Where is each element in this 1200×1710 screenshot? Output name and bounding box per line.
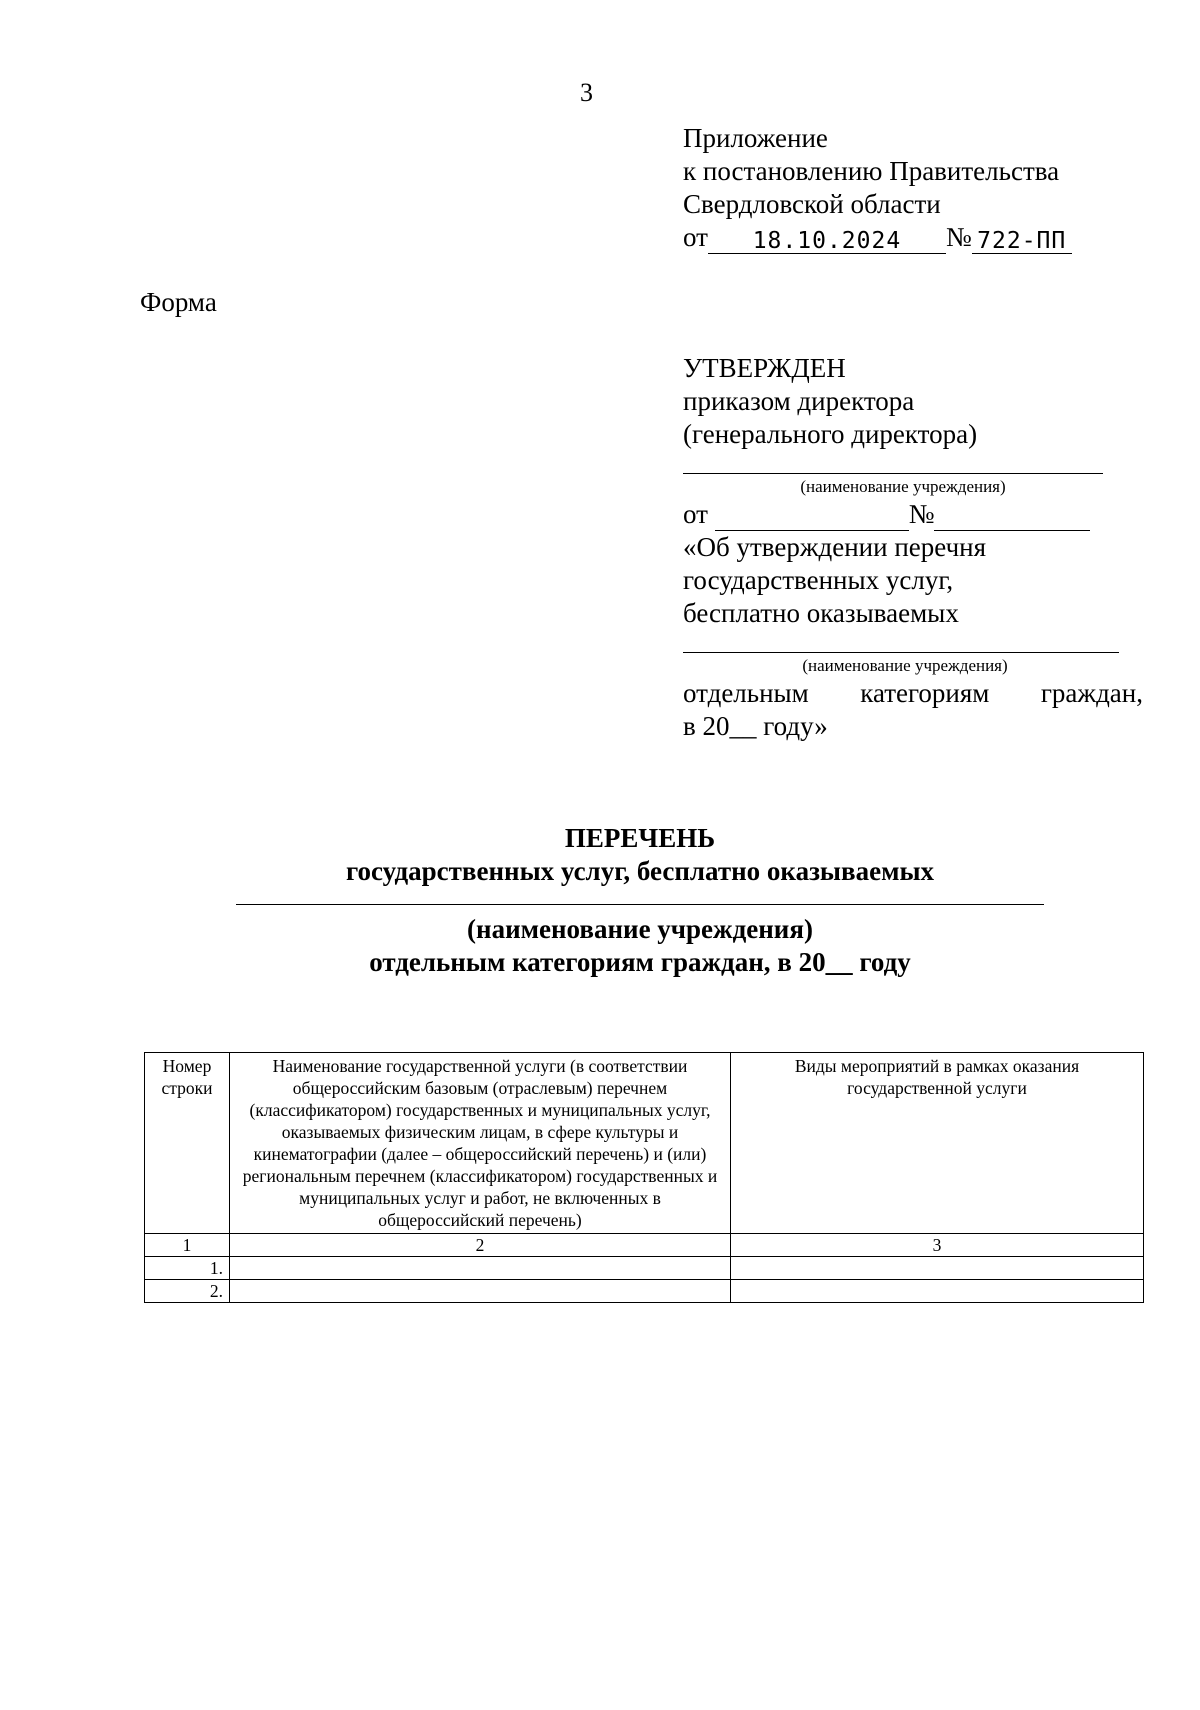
number-value: 722-ПП [977,228,1067,254]
service-name-cell [230,1280,731,1303]
header-row-number: Номер строки [145,1053,230,1234]
approved-line-1: приказом директора [683,386,915,416]
table-row [145,1280,1144,1303]
institution-title-caption: (наименование учреждения) [467,914,813,944]
service-name-cell [230,1257,731,1280]
approved-line-2: (генерального директора) [683,419,978,449]
row-number-cell: 2. [145,1280,230,1303]
institution-blank-2 [683,630,1119,653]
row-number-cell: 1. [145,1257,230,1280]
categories-word-3: граждан, [1040,678,1143,708]
header-service-name: Наименование государственной услуги (в соответствии общероссийским базовым (отраслевым) перечнем (классификатором) государственных и муниципальных услуг, оказываемых физическим лицам, в сфере культуры и кинематографии (далее – общероссийский перечень) и (или) региональным перечнем (классификатором) государственных и муниципальных услуг и работ, не включенных в общероссийский перечень) [230,1053,731,1234]
index-cell-2: 2 [230,1234,731,1257]
list-title: ПЕРЕЧЕНЬ [564,823,716,853]
form-label: Форма [140,287,217,317]
table-index-row [145,1234,1144,1257]
header-activities: Виды мероприятий в рамках оказания государственной услуги [731,1053,1144,1234]
institution-title-rule [236,894,1044,905]
page-number: 3 [580,78,593,107]
categories-word-1: отдельным [683,678,809,708]
approved-date-prefix: от [683,499,708,529]
list-subtitle: государственных услуг, бесплатно оказываемых [345,856,935,886]
activities-cell [731,1257,1144,1280]
quote-line-2: государственных услуг, [683,565,954,595]
number-field [972,223,1072,254]
institution-blank-1 [683,451,1103,474]
categories-line [683,677,1143,710]
year-line: в 20__ году» [683,711,828,741]
approved-title: УТВЕРЖДЕН [683,353,846,383]
date-field [708,223,946,254]
appendix-line-2: к постановлению Правительства [683,156,1060,186]
categories-word-2: категориям [860,678,990,708]
appendix-line-1: Приложение [683,123,828,153]
quote-line-1: «Об утверждении перечня [683,532,987,562]
table-header-row [145,1053,1144,1234]
list-title-block [140,822,1140,979]
index-cell-1: 1 [145,1234,230,1257]
quote-line-3: бесплатно оказываемых [683,598,959,628]
index-cell-3: 3 [731,1234,1144,1257]
number-prefix: № [945,222,972,252]
services-table [144,1052,1144,1303]
appendix-line-3: Свердловской области [683,189,941,219]
appendix-date-line [683,221,1072,254]
activities-cell [731,1280,1144,1303]
approved-date-line [683,498,1143,531]
institution-caption-2: (наименование учреждения) [802,656,1008,675]
table-row [145,1257,1144,1280]
date-prefix: от [683,222,708,252]
approved-date-blank [715,500,909,531]
list-title-categories: отдельным категориям граждан, в 20__ году [369,947,911,977]
approved-number-blank [934,500,1090,531]
appendix-block [683,122,1072,254]
date-value: 18.10.2024 [752,228,902,254]
approved-block [683,352,1143,743]
approved-number-prefix: № [908,499,935,529]
institution-caption-1: (наименование учреждения) [800,477,1006,496]
